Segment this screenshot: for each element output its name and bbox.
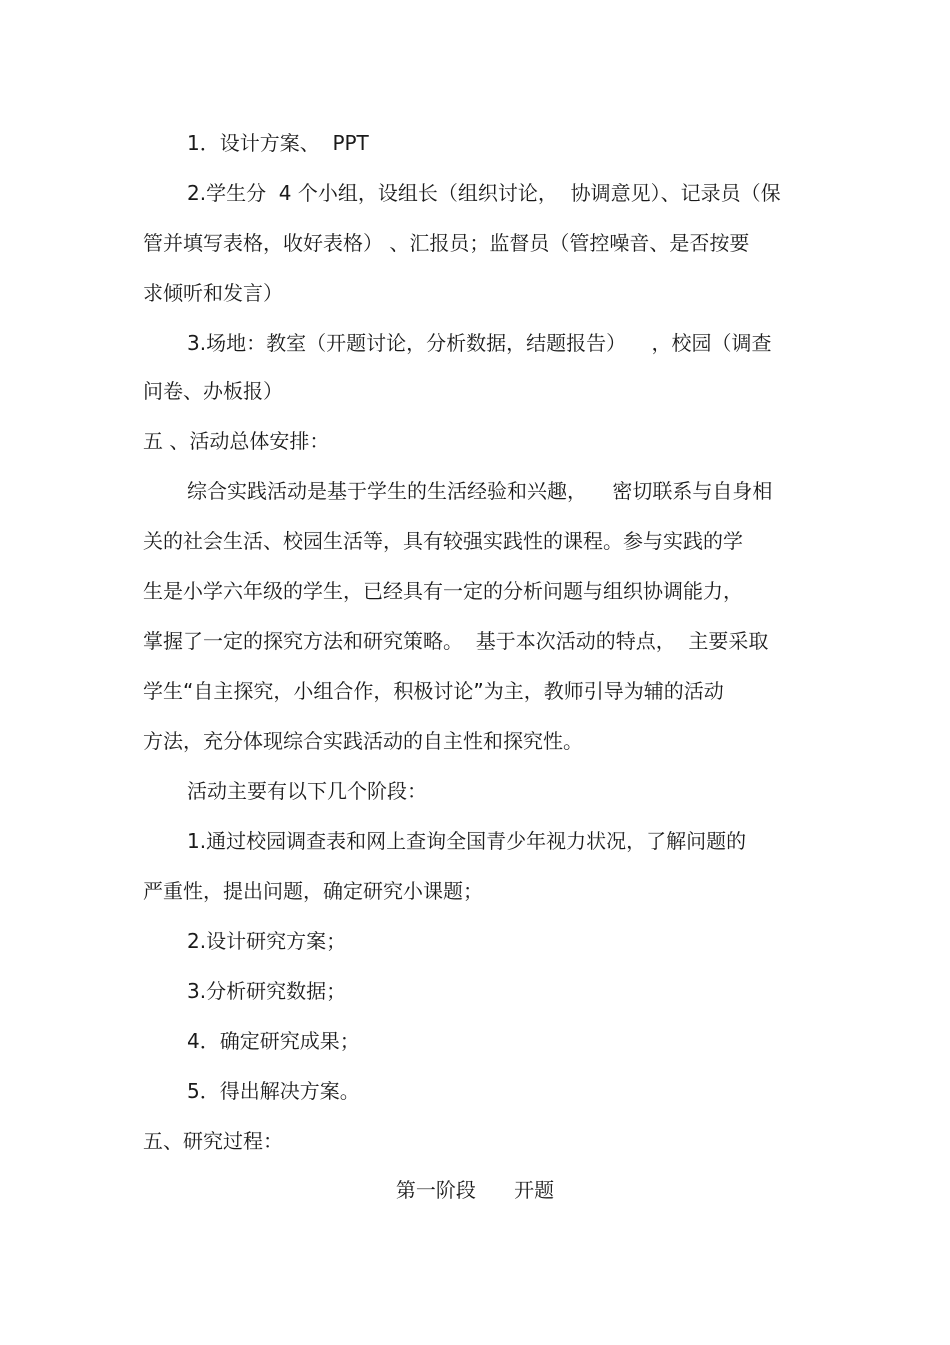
stage-item-1: 1.通过校园调查表和网上查询全国青少年视力状况，了解问题的 <box>187 829 747 853</box>
stage-item-3: 3.分析研究数据； <box>187 979 347 1003</box>
text-line-3: 管并填写表格，收好表格） 、汇报员；监督员（管控噪音、是否按要 <box>143 231 750 255</box>
text-line-14: 活动主要有以下几个阶段： <box>187 779 427 803</box>
text-line-13: 方法，充分体现综合实践活动的自主性和探究性。 <box>143 729 583 753</box>
section-heading-research: 五、研究过程： <box>143 1129 283 1153</box>
text-line-6: 问卷、办板报） <box>143 379 283 403</box>
text-line-11: 掌握了一定的探究方法和研究策略。 基于本次活动的特点， 主要采取 <box>143 629 769 653</box>
text-line-8: 综合实践活动是基于学生的生活经验和兴趣， 密切联系与自身相 <box>187 479 773 503</box>
stage-item-2: 2.设计研究方案； <box>187 929 347 953</box>
text-line-12: 学生“自主探究，小组合作，积极讨论”为主，教师引导为辅的活动 <box>143 679 724 703</box>
text-line-2: 2.学生分 4 个小组，设组长（组织讨论， 协调意见）、记录员（保 <box>187 181 781 205</box>
stage-item-4: 4．确定研究成果； <box>187 1029 360 1053</box>
section-heading-activity: 五 、活动总体安排： <box>143 429 330 453</box>
text-line-5: 3.场地：教室（开题讨论，分析数据，结题报告） ，校园（调查 <box>187 331 772 355</box>
stage-item-5: 5．得出解决方案。 <box>187 1079 360 1103</box>
text-line-4: 求倾听和发言） <box>143 281 283 305</box>
text-line-1: 1．设计方案、 PPT <box>187 131 369 155</box>
phase-title: 第一阶段 开题 <box>395 1178 555 1202</box>
text-line-10: 生是小学六年级的学生，已经具有一定的分析问题与组织协调能力， <box>143 579 743 603</box>
text-line-9: 关的社会生活、校园生活等，具有较强实践性的课程。参与实践的学 <box>143 529 743 553</box>
stage-item-1-continued: 严重性，提出问题，确定研究小课题； <box>143 879 483 903</box>
